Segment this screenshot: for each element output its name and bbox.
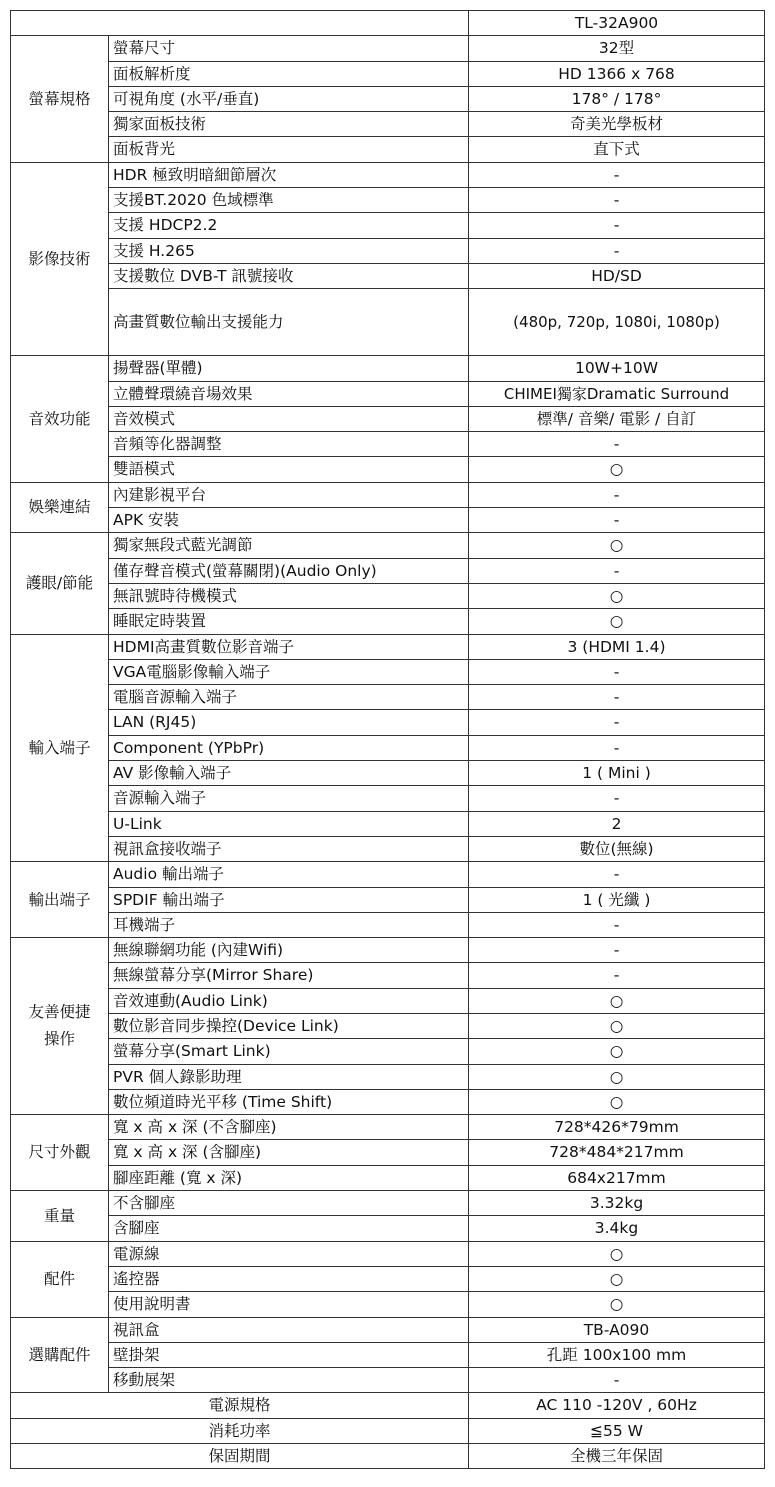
spec-row — [11, 659, 765, 684]
feature-value: HD/SD — [469, 263, 765, 288]
spec-row — [11, 1013, 765, 1038]
spec-table — [10, 10, 765, 1469]
category-label: 音效功能 — [11, 356, 109, 482]
feature-value: 3.32kg — [469, 1191, 765, 1216]
spec-row — [11, 710, 765, 735]
feature-label: 耳機端子 — [109, 912, 469, 937]
feature-value: - — [469, 938, 765, 963]
feature-value: ○ — [469, 988, 765, 1013]
feature-label: 腳座距離 (寬 x 深) — [109, 1165, 469, 1190]
feature-label: Component (YPbPr) — [109, 735, 469, 760]
feature-label: 支援數位 DVB-T 訊號接收 — [109, 263, 469, 288]
feature-label: APK 安裝 — [109, 508, 469, 533]
spec-row — [11, 761, 765, 786]
feature-label: 無線螢幕分享(Mirror Share) — [109, 963, 469, 988]
spec-row — [11, 1241, 765, 1266]
spec-row — [11, 1115, 765, 1140]
category-label: 友善便捷操作 — [11, 938, 109, 1115]
spec-row — [11, 162, 765, 187]
header-row — [11, 11, 765, 36]
category-label: 輸入端子 — [11, 634, 109, 862]
feature-value: - — [469, 786, 765, 811]
spec-row — [11, 482, 765, 507]
feature-value: - — [469, 188, 765, 213]
feature-label: 內建影視平台 — [109, 482, 469, 507]
spec-row — [11, 457, 765, 482]
feature-value: ○ — [469, 1266, 765, 1291]
feature-value: - — [469, 912, 765, 937]
spec-row — [11, 1216, 765, 1241]
feature-value: TB-A090 — [469, 1317, 765, 1342]
feature-label: 寬 x 高 x 深 (含腳座) — [109, 1140, 469, 1165]
feature-label: 含腳座 — [109, 1216, 469, 1241]
feature-value: 32型 — [469, 36, 765, 61]
spec-row — [11, 912, 765, 937]
category-label: 螢幕規格 — [11, 36, 109, 162]
feature-label: HDMI高畫質數位影音端子 — [109, 634, 469, 659]
category-label: 輸出端子 — [11, 862, 109, 938]
spec-row — [11, 1089, 765, 1114]
feature-value: - — [469, 710, 765, 735]
feature-value: - — [469, 432, 765, 457]
spec-row — [11, 811, 765, 836]
feature-label: HDR 極致明暗細節層次 — [109, 162, 469, 187]
footer-label: 電源規格 — [11, 1393, 469, 1418]
spec-row — [11, 1191, 765, 1216]
spec-row — [11, 988, 765, 1013]
feature-value: - — [469, 482, 765, 507]
feature-label: 面板背光 — [109, 137, 469, 162]
category-label: 配件 — [11, 1241, 109, 1317]
feature-label: 音頻等化器調整 — [109, 432, 469, 457]
feature-label: AV 影像輸入端子 — [109, 761, 469, 786]
feature-value: ○ — [469, 1089, 765, 1114]
feature-value: - — [469, 685, 765, 710]
feature-label: 面板解析度 — [109, 61, 469, 86]
feature-label: 視訊盒接收端子 — [109, 836, 469, 861]
feature-label: 音源輸入端子 — [109, 786, 469, 811]
feature-value: - — [469, 963, 765, 988]
footer-value: 全機三年保固 — [469, 1444, 765, 1469]
feature-value: 728*484*217mm — [469, 1140, 765, 1165]
feature-value: 2 — [469, 811, 765, 836]
spec-row — [11, 406, 765, 431]
spec-row — [11, 188, 765, 213]
spec-row — [11, 137, 765, 162]
feature-label: SPDIF 輸出端子 — [109, 887, 469, 912]
feature-value: ○ — [469, 583, 765, 608]
footer-value: ≦55 W — [469, 1418, 765, 1443]
feature-value: ○ — [469, 1292, 765, 1317]
feature-label: 數位影音同步操控(Device Link) — [109, 1013, 469, 1038]
spec-row — [11, 86, 765, 111]
spec-row — [11, 263, 765, 288]
feature-label: 電腦音源輸入端子 — [109, 685, 469, 710]
feature-value: 1 ( 光纖 ) — [469, 887, 765, 912]
feature-value: - — [469, 862, 765, 887]
feature-label: 可視角度 (水平/垂直) — [109, 86, 469, 111]
feature-label: 支援 HDCP2.2 — [109, 213, 469, 238]
feature-label: PVR 個人錄影助理 — [109, 1064, 469, 1089]
feature-label: 僅存聲音模式(螢幕關閉)(Audio Only) — [109, 558, 469, 583]
spec-row — [11, 1064, 765, 1089]
feature-label: 不含腳座 — [109, 1191, 469, 1216]
feature-value: ○ — [469, 1241, 765, 1266]
footer-value: AC 110 -120V , 60Hz — [469, 1393, 765, 1418]
feature-label: 數位頻道時光平移 (Time Shift) — [109, 1089, 469, 1114]
feature-label: 音效模式 — [109, 406, 469, 431]
feature-value: 標準/ 音樂/ 電影 / 自訂 — [469, 406, 765, 431]
footer-row — [11, 1444, 765, 1469]
feature-label: 立體聲環繞音場效果 — [109, 381, 469, 406]
spec-row — [11, 862, 765, 887]
feature-value: 孔距 100x100 mm — [469, 1342, 765, 1367]
feature-value: 10W+10W — [469, 356, 765, 381]
feature-label: Audio 輸出端子 — [109, 862, 469, 887]
spec-row — [11, 1317, 765, 1342]
feature-value: 直下式 — [469, 137, 765, 162]
spec-row — [11, 1140, 765, 1165]
category-label: 選購配件 — [11, 1317, 109, 1393]
feature-value: CHIMEI獨家Dramatic Surround — [469, 381, 765, 406]
spec-row — [11, 836, 765, 861]
feature-label: U-Link — [109, 811, 469, 836]
spec-row — [11, 238, 765, 263]
feature-value: 684x217mm — [469, 1165, 765, 1190]
spec-row — [11, 1368, 765, 1393]
category-label: 娛樂連結 — [11, 482, 109, 533]
category-label: 重量 — [11, 1191, 109, 1242]
feature-value: 數位(無線) — [469, 836, 765, 861]
footer-row — [11, 1393, 765, 1418]
spec-row — [11, 1165, 765, 1190]
feature-label: 移動展架 — [109, 1368, 469, 1393]
spec-row — [11, 533, 765, 558]
feature-label: 壁掛架 — [109, 1342, 469, 1367]
footer-label: 消耗功率 — [11, 1418, 469, 1443]
feature-label: 無線聯網功能 (內建Wifi) — [109, 938, 469, 963]
spec-row — [11, 112, 765, 137]
feature-label: 電源線 — [109, 1241, 469, 1266]
feature-value: ○ — [469, 1039, 765, 1064]
feature-label: 無訊號時待機模式 — [109, 583, 469, 608]
spec-row — [11, 1266, 765, 1291]
spec-row — [11, 1292, 765, 1317]
spec-row — [11, 381, 765, 406]
feature-value: (480p, 720p, 1080i, 1080p) — [469, 289, 765, 356]
feature-label: 遙控器 — [109, 1266, 469, 1291]
feature-value: - — [469, 558, 765, 583]
feature-value: - — [469, 213, 765, 238]
spec-row — [11, 735, 765, 760]
feature-label: 視訊盒 — [109, 1317, 469, 1342]
spec-row — [11, 213, 765, 238]
feature-value: 3.4kg — [469, 1216, 765, 1241]
spec-row — [11, 786, 765, 811]
feature-value: - — [469, 508, 765, 533]
header-blank-cell — [11, 11, 469, 36]
spec-table-body — [11, 11, 765, 1469]
feature-value: ○ — [469, 457, 765, 482]
feature-label: LAN (RJ45) — [109, 710, 469, 735]
feature-label: 螢幕分享(Smart Link) — [109, 1039, 469, 1064]
spec-row — [11, 61, 765, 86]
category-label: 尺寸外觀 — [11, 1115, 109, 1191]
spec-row — [11, 887, 765, 912]
spec-row — [11, 432, 765, 457]
category-label: 護眼/節能 — [11, 533, 109, 634]
footer-row — [11, 1418, 765, 1443]
feature-value: ○ — [469, 533, 765, 558]
spec-row — [11, 558, 765, 583]
feature-label: 螢幕尺寸 — [109, 36, 469, 61]
feature-label: VGA電腦影像輸入端子 — [109, 659, 469, 684]
feature-value: 1 ( Mini ) — [469, 761, 765, 786]
spec-row — [11, 609, 765, 634]
feature-label: 雙語模式 — [109, 457, 469, 482]
feature-value: 728*426*79mm — [469, 1115, 765, 1140]
feature-value: - — [469, 659, 765, 684]
feature-value: 178° / 178° — [469, 86, 765, 111]
spec-row — [11, 938, 765, 963]
model-name: TL-32A900 — [469, 11, 765, 36]
feature-value: - — [469, 238, 765, 263]
feature-value: 奇美光學板材 — [469, 112, 765, 137]
feature-label: 支援 H.265 — [109, 238, 469, 263]
feature-label: 高畫質數位輸出支援能力 — [109, 289, 469, 356]
spec-row — [11, 289, 765, 356]
feature-value: - — [469, 735, 765, 760]
feature-label: 揚聲器(單體) — [109, 356, 469, 381]
feature-value: HD 1366 x 768 — [469, 61, 765, 86]
footer-label: 保固期間 — [11, 1444, 469, 1469]
spec-row — [11, 1039, 765, 1064]
feature-value: ○ — [469, 609, 765, 634]
feature-label: 獨家面板技術 — [109, 112, 469, 137]
feature-label: 獨家無段式藍光調節 — [109, 533, 469, 558]
feature-label: 支援BT.2020 色域標準 — [109, 188, 469, 213]
spec-row — [11, 356, 765, 381]
spec-row — [11, 685, 765, 710]
feature-label: 使用說明書 — [109, 1292, 469, 1317]
feature-value: - — [469, 162, 765, 187]
category-label: 影像技術 — [11, 162, 109, 355]
spec-row — [11, 634, 765, 659]
feature-value: ○ — [469, 1064, 765, 1089]
feature-value: - — [469, 1368, 765, 1393]
feature-value: ○ — [469, 1013, 765, 1038]
spec-row — [11, 508, 765, 533]
spec-row — [11, 36, 765, 61]
feature-label: 寬 x 高 x 深 (不含腳座) — [109, 1115, 469, 1140]
spec-row — [11, 963, 765, 988]
spec-row — [11, 1342, 765, 1367]
feature-value: 3 (HDMI 1.4) — [469, 634, 765, 659]
feature-label: 睡眠定時裝置 — [109, 609, 469, 634]
spec-row — [11, 583, 765, 608]
feature-label: 音效連動(Audio Link) — [109, 988, 469, 1013]
